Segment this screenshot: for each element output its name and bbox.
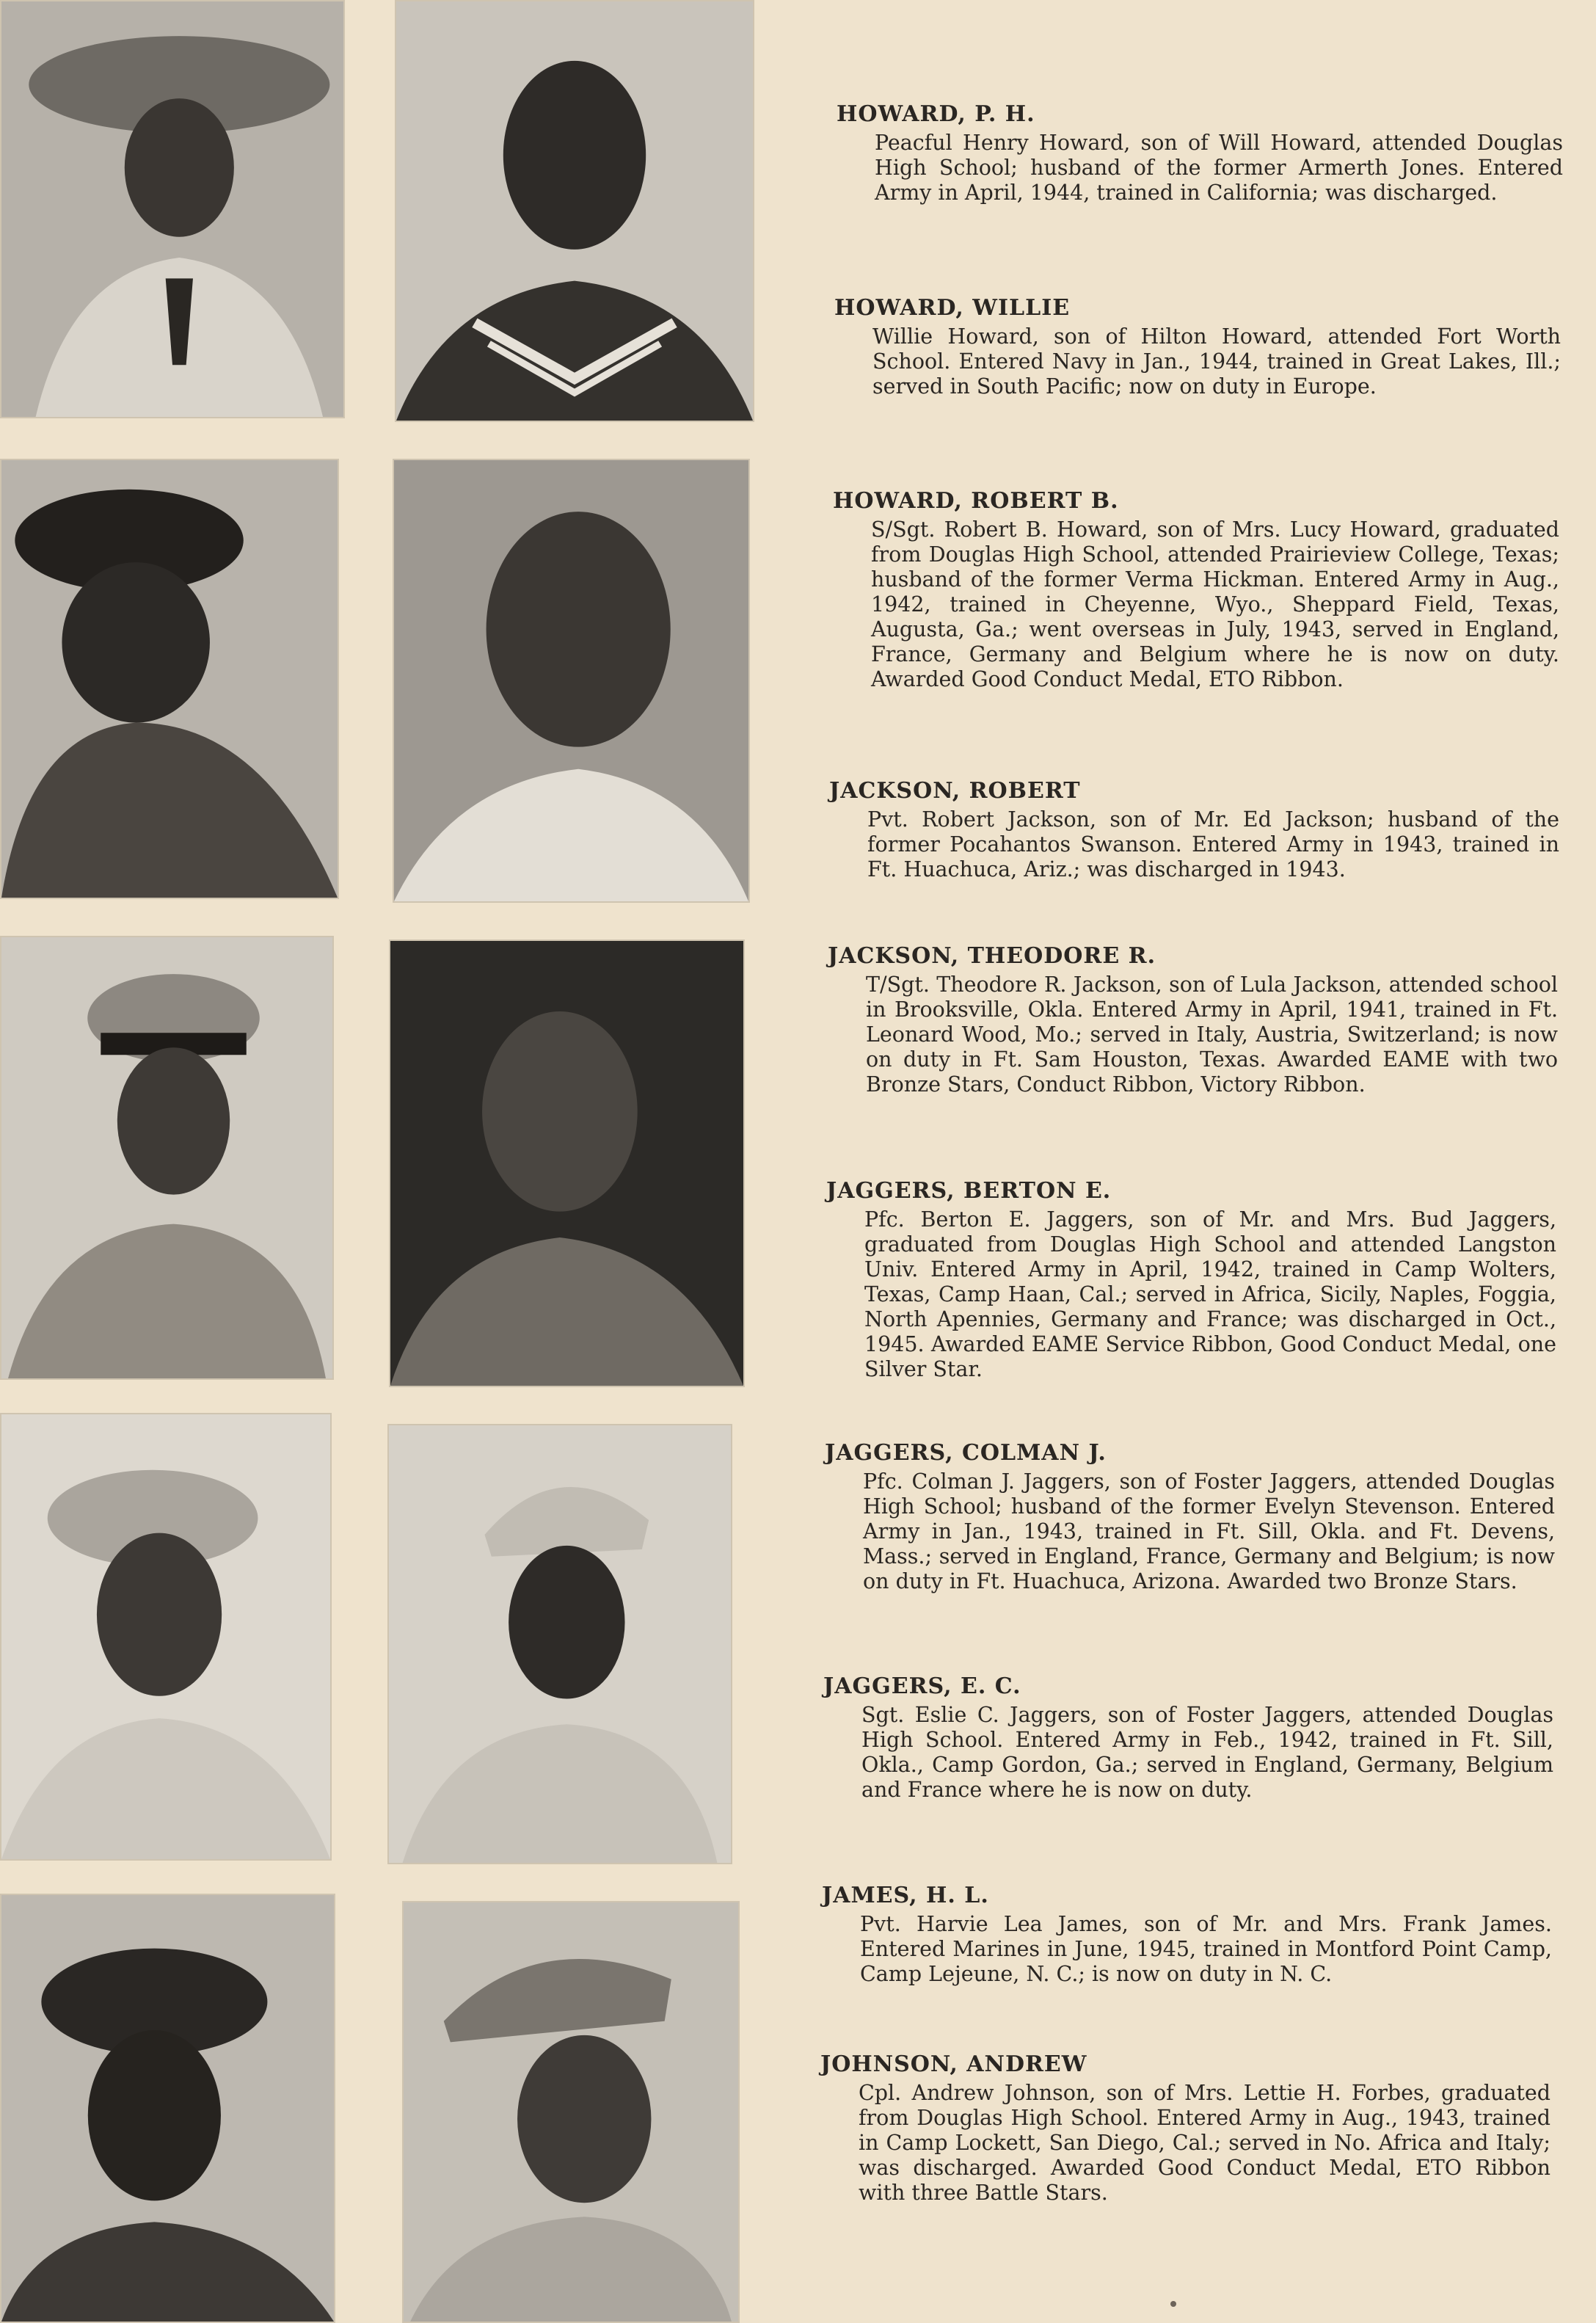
entry-jaggers-colman [825, 1440, 1555, 1594]
entry-name: JAGGERS, E. C. [823, 1673, 1021, 1699]
entry-jaggers-ec [823, 1673, 1553, 1803]
portrait-photo-howard-ph [0, 0, 345, 418]
entry-bio: Sgt. Eslie C. Jaggers, son of Foster Jaggers, attended Douglas High School. Entered Army in Feb., 1942, trained in Ft. Sill, Okla., Camp Gordon, Ga.; served in England, Germany, Belgium and France where he is now on duty. [861, 1703, 1553, 1802]
entry-name: HOWARD, WILLIE [834, 295, 1071, 321]
entry-bio: Peacful Henry Howard, son of Will Howard, attended Douglas High School; husband of the former Armerth Jones. Entered Army in April, 1944, trained in California; was discharged. [875, 131, 1563, 205]
entry-name: JACKSON, THEODORE R. [828, 943, 1156, 969]
portrait-photo-jaggers-ec [387, 1424, 732, 1864]
portrait-photo-jaggers-berton [389, 939, 745, 1387]
portrait-photo-james-hl [0, 1894, 335, 2323]
entry-name: HOWARD, P. H. [837, 101, 1035, 127]
portrait-photo-jackson-robert [393, 459, 750, 903]
entry-bio: S/Sgt. Robert B. Howard, son of Mrs. Lucy Howard, graduated from Douglas High School, attended Prairieview College, Texas; husband of the former Verma Hickman. Entered Army in Aug., 1942, trained in Cheyenne, Wyo., Sheppard Field, Texas, Augusta, Ga.; went overseas in July, 1943, served in England, France, Germany and Belgium where he is now on duty. Awarded Good Conduct Medal, ETO Ribbon. [871, 517, 1559, 691]
entry-name: JAMES, H. L. [822, 1883, 989, 1908]
portrait-photo-howard-willie [395, 0, 754, 422]
entry-name: HOWARD, ROBERT B. [833, 488, 1119, 514]
entry-name: JACKSON, ROBERT [829, 778, 1081, 804]
entry-bio: Willie Howard, son of Hilton Howard, attended Fort Worth School. Entered Navy in Jan., 1944, trained in Great Lakes, Ill.; served in South Pacific; now on duty in Europe. [872, 324, 1561, 399]
entry-johnson-andrew [820, 2051, 1551, 2206]
entry-jackson-robert [829, 778, 1559, 882]
entry-bio: Cpl. Andrew Johnson, son of Mrs. Lettie H. Forbes, graduated from Douglas High School. Entered Army in Aug., 1943, trained in Camp Lockett, San Diego, Cal.; served in No. Africa and Italy; was discharged. Awarded Good Conduct Medal, ETO Ribbon with three Battle Stars. [859, 2081, 1551, 2205]
entry-name: JOHNSON, ANDREW [820, 2051, 1087, 2077]
entry-bio: Pfc. Colman J. Jaggers, son of Foster Jaggers, attended Douglas High School; husband of the former Evelyn Stevenson. Entered Army in Jan., 1943, trained in Ft. Sill, Okla. and Ft. Devens, Mass.; served in England, France, Germany and Belgium; is now on duty in Ft. Huachuca, Arizona. Awarded two Bronze Stars. [863, 1469, 1555, 1593]
entry-james-hl [822, 1883, 1552, 1987]
entry-bio: Pvt. Harvie Lea James, son of Mr. and Mrs. Frank James. Entered Marines in June, 1945, trained in Montford Point Camp, Camp Lejeune, N. C.; is now on duty in N. C. [860, 1912, 1552, 1986]
portrait-photo-jaggers-colman [0, 1413, 332, 1861]
entry-bio: Pvt. Robert Jackson, son of Mr. Ed Jackson; husband of the former Pocahantos Swanson. Entered Army in 1943, trained in Ft. Huachuca, Ariz.; was discharged in 1943. [867, 807, 1559, 881]
entry-jackson-theodore [828, 943, 1558, 1097]
entry-howard-willie [834, 295, 1561, 399]
entry-name: JAGGERS, BERTON E. [826, 1178, 1112, 1204]
portrait-photo-howard-robert [0, 459, 339, 899]
entry-bio: Pfc. Berton E. Jaggers, son of Mr. and Mrs. Bud Jaggers, graduated from Douglas High School and attended Langston Univ. Entered Army in April, 1942, trained in Camp Wolters, Texas, Camp Haan, Cal.; served in Africa, Sicily, Naples, Foggia, North Apennies, Germany and France; was discharged in Oct., 1945. Awarded EAME Service Ribbon, Good Conduct Medal, one Silver Star. [864, 1207, 1556, 1381]
entry-bio: T/Sgt. Theodore R. Jackson, son of Lula Jackson, attended school in Brooksville, Okla. Entered Army in April, 1941, trained in Ft. Leonard Wood, Mo.; served in Italy, Austria, Switzerland; is now on duty in Ft. Sam Houston, Texas. Awarded EAME with two Bronze Stars, Conduct Ribbon, Victory Ribbon. [866, 973, 1558, 1097]
page-speck [1170, 2301, 1176, 2307]
entry-jaggers-berton [826, 1178, 1556, 1382]
entry-howard-ph [837, 101, 1563, 206]
entry-name: JAGGERS, COLMAN J. [825, 1440, 1107, 1466]
portrait-photo-jackson-theodore [0, 936, 334, 1380]
entry-howard-robert [833, 488, 1559, 692]
portrait-photo-johnson-andrew [402, 1901, 740, 2323]
